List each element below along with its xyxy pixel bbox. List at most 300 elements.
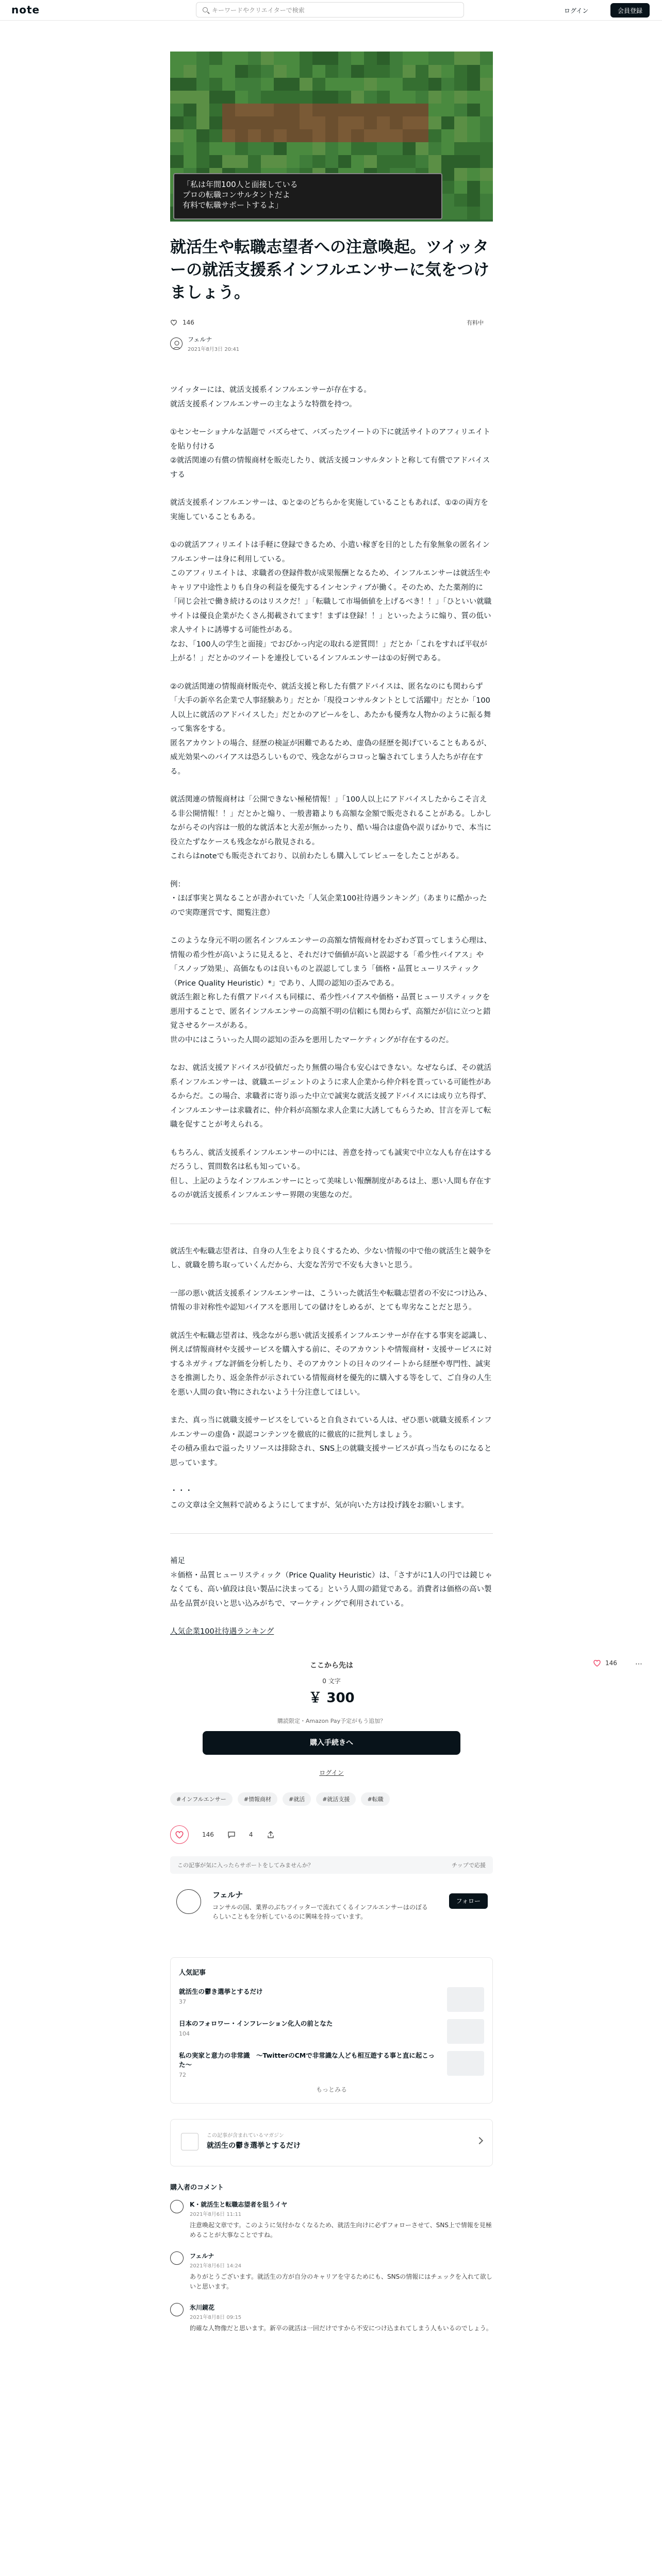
- hero-tile: [235, 52, 248, 65]
- purchase-note: 購読限定・Amazon Pay予定がもう追加？: [277, 1717, 386, 1724]
- hero-tile: [467, 193, 480, 207]
- hero-tile: [325, 52, 338, 65]
- hero-tile: [325, 129, 338, 142]
- related-thumbnail[interactable]: [447, 1987, 484, 2012]
- more-link[interactable]: もっとみる: [316, 2086, 347, 2093]
- hero-tile: [479, 206, 493, 219]
- hero-tile: [209, 155, 222, 168]
- hero-tile: [338, 90, 351, 104]
- hero-tile: [235, 116, 248, 129]
- hero-tile: [273, 142, 287, 155]
- hero-tile: [299, 142, 312, 155]
- hero-tile: [402, 90, 416, 104]
- hero-tile: [196, 77, 209, 91]
- hero-tile: [389, 64, 403, 78]
- hero-tile: [351, 129, 364, 142]
- hero-tile: [389, 103, 403, 116]
- comment-author[interactable]: フェルナ: [190, 2252, 214, 2260]
- hero-tile: [338, 129, 351, 142]
- hero-tile: [479, 193, 493, 207]
- avatar[interactable]: [170, 2303, 184, 2316]
- hero-tile: [351, 142, 364, 155]
- hero-caption: 「私は年間100人と面接している プロの転職コンサルタントだよ 有料で転職サポートするよ」: [173, 173, 442, 219]
- hero-tile: [454, 90, 467, 104]
- floating-like-count: 146: [605, 1659, 617, 1667]
- hero-tile: [363, 155, 377, 168]
- hero-tile: [183, 52, 196, 65]
- hero-tile: [273, 129, 287, 142]
- hero-tile: [273, 77, 287, 91]
- paragraph: ①センセーショナルな話題で バズらせて、バズったツイートの下に就活サイトのアフィリエイトを貼り付ける ②就活関連の有償の情報商材を販売したり、就活支援コンサルタントと称して有償でアドバイスする: [170, 428, 490, 479]
- hero-tile: [325, 116, 338, 129]
- hero-tile: [286, 64, 300, 78]
- hero-tile: [325, 155, 338, 168]
- hero-tile: [183, 64, 196, 78]
- magazine-card[interactable]: [170, 2119, 493, 2166]
- hero-tile: [415, 64, 428, 78]
- hero-tile: [351, 77, 364, 91]
- hero-tile: [389, 90, 403, 104]
- paragraph: 就活関連の情報商材は「公開できない極秘情報！」「100人以上にアドバイスしたからこそ言える非公開情報！！」だとかと煽り、一般書籍よりも高額な金額で販売されることがある。しかしながらその内容は一般的な就活本と大差が無かったり、酷い場合は虚偽や誤りばかりで、本当に役立たずなケースも残念ながら散見される。 これらはnoteでも販売されており、以前わたしも購入してレビューをしたことがある。: [170, 795, 492, 860]
- ranking-link[interactable]: 人気企業100社待遇ランキング: [170, 1628, 274, 1636]
- hero-tile: [247, 129, 261, 142]
- comment-date: 2021年8月6日 11:11: [190, 2211, 242, 2217]
- hero-tile: [351, 103, 364, 116]
- like-button[interactable]: [170, 1825, 189, 1844]
- hero-tile: [479, 142, 493, 155]
- hero-tile: [286, 52, 300, 65]
- hero-tile: [222, 103, 235, 116]
- hero-tile: [415, 52, 428, 65]
- hero-tile: [286, 155, 300, 168]
- hero-tile: [222, 64, 235, 78]
- hero-tile: [363, 90, 377, 104]
- hero-tile: [428, 142, 441, 155]
- hero-tile: [209, 142, 222, 155]
- hero-tile: [467, 116, 480, 129]
- hero-tile: [389, 52, 403, 65]
- hero-tile: [209, 90, 222, 104]
- hero-tile: [170, 155, 184, 168]
- hero-tile: [467, 167, 480, 181]
- hero-tile: [402, 77, 416, 91]
- hero-tile: [209, 64, 222, 78]
- comment-section: [170, 2182, 493, 2333]
- hero-tile: [183, 155, 196, 168]
- hero-tile: [209, 52, 222, 65]
- magazine-title[interactable]: 就活生の鬱き選挙とするだけ: [207, 2141, 301, 2150]
- hero-tile: [454, 155, 467, 168]
- hero-tile: [273, 64, 287, 78]
- login-link[interactable]: ログイン: [319, 1769, 344, 1776]
- hero-tile: [183, 103, 196, 116]
- hero-tile: [467, 90, 480, 104]
- hero-tile: [235, 129, 248, 142]
- hero-image: [170, 52, 493, 222]
- hero-tile: [441, 116, 454, 129]
- hero-tile: [454, 64, 467, 78]
- hero-tile: [247, 142, 261, 155]
- hero-tile: [363, 52, 377, 65]
- hero-tile: [454, 206, 467, 219]
- hero-tile: [312, 129, 325, 142]
- avatar[interactable]: [176, 1889, 201, 1914]
- link-paragraph: [170, 1625, 493, 1639]
- hero-tile: [338, 77, 351, 91]
- hero-tile: [376, 90, 390, 104]
- hero-tile: [428, 52, 441, 65]
- publish-date: 2021年8月3日 20:41: [188, 347, 240, 352]
- hero-tile: [286, 90, 300, 104]
- price: ￥ 300: [308, 1690, 355, 1706]
- hero-tile: [338, 52, 351, 65]
- hero-tile: [402, 64, 416, 78]
- hero-tile: [376, 64, 390, 78]
- hero-tile: [299, 155, 312, 168]
- hero-tile: [441, 52, 454, 65]
- hero-tile: [247, 116, 261, 129]
- hero-tile: [467, 64, 480, 78]
- hero-tile: [428, 116, 441, 129]
- heart-icon: [175, 1830, 184, 1839]
- paragraph: ・・・ この文章は全文無料で読めるようにしてますが、気が向いた方は投げ銭をお願いします。: [170, 1487, 469, 1510]
- hero-tile: [441, 142, 454, 155]
- hero-tile: [325, 90, 338, 104]
- hero-tile: [338, 142, 351, 155]
- hero-tile: [454, 52, 467, 65]
- hero-tile: [402, 116, 416, 129]
- related-likes: 37: [179, 1998, 186, 2005]
- search-icon: [203, 7, 208, 12]
- tag[interactable]: #転職: [361, 1792, 389, 1806]
- hero-tile: [402, 52, 416, 65]
- hero-tile: [260, 52, 274, 65]
- hero-tile: [273, 103, 287, 116]
- hero-tile: [170, 77, 184, 91]
- hero-tile: [402, 129, 416, 142]
- paragraph: なお、就活支援アドバイスが役値だったり無償の場合も安心はできない。なぜならば、その就活系インフルエンサーは、就職エージェントのように求人企業から仲介料を貰っている可能性があるからだ。この場合、求職者に寄り添った中立で誠実な就活支援アドバイスには成り立ち得ず、インフルエンサーは求職者に、仲介料が高額な求人企業に大誘してもらうため、甘言を弄して転職を促すことが考えられる。: [170, 1064, 492, 1129]
- search-placeholder: キーワードやクリエイターで検索: [212, 6, 305, 14]
- support-text: この記事が気に入ったらサポートをしてみませんか？: [177, 1861, 313, 1869]
- hero-tile: [312, 52, 325, 65]
- hero-tile: [325, 142, 338, 155]
- hero-tile: [273, 116, 287, 129]
- avatar[interactable]: [170, 2251, 184, 2265]
- hero-tile: [183, 90, 196, 104]
- hero-tile: [222, 77, 235, 91]
- paragraph: 就活支援系インフルエンサーは、①と②のどちらかを実施していることもあれば、①②の両方を実施していることもある。: [170, 499, 488, 521]
- hero-tile: [196, 116, 209, 129]
- hero-tile: [441, 180, 454, 194]
- hero-tile: [260, 103, 274, 116]
- related-likes: 104: [179, 2030, 190, 2037]
- hero-tile: [479, 52, 493, 65]
- hero-tile: [286, 116, 300, 129]
- tip-button[interactable]: チップで応援: [452, 1861, 486, 1869]
- paragraph: 就活生や転職志望者は、自身の人生をより良くするため、少ない情報の中で他の就活生と競争をし、就職を勝ち取っていくんだから、大変な苦労で不安も大きいと思う。: [170, 1247, 491, 1269]
- hero-tile: [351, 90, 364, 104]
- comment-text: ありがとうございます。就活生の方が自分のキャリアを守るためにも、SNSの情報にはチェックを入れて欲しいと思います。: [190, 2273, 492, 2290]
- related-title[interactable]: 日本のフォロワー・インフレーション化人の前となた: [179, 2019, 333, 2027]
- hero-tile: [260, 116, 274, 129]
- site-header: [0, 0, 662, 21]
- hero-tile: [441, 77, 454, 91]
- hero-tile: [454, 142, 467, 155]
- hero-tile: [247, 52, 261, 65]
- hero-tile: [235, 103, 248, 116]
- share-icon[interactable]: [267, 1831, 275, 1839]
- hero-tile: [479, 167, 493, 181]
- list-item[interactable]: [179, 2019, 484, 2048]
- hero-tile: [325, 77, 338, 91]
- avatar[interactable]: [170, 337, 183, 350]
- hero-tile: [209, 116, 222, 129]
- hero-tile: [312, 90, 325, 104]
- hero-tile: [479, 90, 493, 104]
- hero-tile: [183, 77, 196, 91]
- hero-tile: [428, 103, 441, 116]
- hero-tile: [260, 90, 274, 104]
- hero-tile: [312, 64, 325, 78]
- hero-tile: [467, 52, 480, 65]
- hero-tile: [376, 103, 390, 116]
- paragraph: 例： ・ほぼ事実と異なることが書かれていた「人気企業100社待遇ランキング」（あまりに酷かったので実際運営です、閲覧注意）: [170, 880, 487, 917]
- hero-tile: [441, 155, 454, 168]
- author-info[interactable]: [170, 335, 493, 352]
- hero-tile: [299, 52, 312, 65]
- hero-tile: [325, 103, 338, 116]
- hero-tile: [389, 77, 403, 91]
- hero-tile: [247, 77, 261, 91]
- hero-tile: [183, 142, 196, 155]
- hero-tile: [376, 155, 390, 168]
- more-options-icon[interactable]: ⋯: [635, 1660, 642, 1668]
- comment-author[interactable]: K・就活生と転職志望者を狙うイヤ: [190, 2200, 288, 2208]
- related-title[interactable]: 私の実家と意力の非常識 ～TwitterのCMで非常識な人ども相互遊する事と直に起こった～: [179, 2051, 435, 2069]
- paragraph: ツイッターには、就活支援系インフルエンサーが存在する。 就活支援系インフルエンサーの主なような特徴を持つ。: [170, 386, 371, 409]
- hero-tile: [376, 77, 390, 91]
- avatar[interactable]: [170, 2200, 184, 2213]
- hero-tile: [273, 90, 287, 104]
- hero-tile: [247, 90, 261, 104]
- related-thumbnail[interactable]: [447, 2051, 484, 2076]
- hero-tile: [196, 129, 209, 142]
- hero-tile: [479, 77, 493, 91]
- comment-count: 4: [249, 1831, 253, 1838]
- hero-tile: [363, 142, 377, 155]
- hero-tile: [363, 64, 377, 78]
- hero-tile: [467, 142, 480, 155]
- hero-tile: [376, 52, 390, 65]
- like-count: 146: [202, 1831, 214, 1838]
- hero-tile: [170, 52, 184, 65]
- hero-tile: [196, 142, 209, 155]
- hero-tile: [222, 155, 235, 168]
- hero-tile: [363, 116, 377, 129]
- hero-tile: [183, 129, 196, 142]
- hero-tile: [467, 77, 480, 91]
- comment-date: 2021年8月6日 14:24: [190, 2263, 242, 2269]
- article-body: [170, 383, 493, 1639]
- related-articles: [170, 1957, 493, 2104]
- hero-tile: [235, 64, 248, 78]
- hero-tile: [235, 155, 248, 168]
- paid-badge: 有料中: [467, 319, 484, 326]
- search-input[interactable]: [196, 2, 464, 18]
- comment-icon[interactable]: [227, 1831, 236, 1839]
- hero-tile: [170, 103, 184, 116]
- profile-description: コンサルの国、業界のぶちツイッターで流れてくるインフルエンサーはのぼるらしいこともを分析しているのに興味を持っています。: [212, 1903, 428, 1920]
- comment-text: 注意喚起文章です。このように気付かなくなるため、就活生向けに必ずフォローさせて、SNS上で情報を見極めることが大事なことですね。: [190, 2221, 492, 2239]
- note-logo[interactable]: note: [11, 4, 40, 16]
- hero-tile: [222, 116, 235, 129]
- comment-text: 的確な人物像だと思います。新卒の就活は一回だけですから不安につけ込まれてしまう人もいるのでしょう。: [190, 2324, 492, 2332]
- purchase-title: ここから先は: [310, 1661, 353, 1670]
- comment-author[interactable]: 氷川鏡花: [190, 2303, 215, 2311]
- comments-heading: 購入者のコメント: [170, 2183, 224, 2192]
- hero-tile: [389, 116, 403, 129]
- hero-tile: [441, 103, 454, 116]
- hero-tile: [428, 129, 441, 142]
- hero-tile: [402, 155, 416, 168]
- hero-tile: [260, 77, 274, 91]
- hero-tile: [376, 129, 390, 142]
- hero-tile: [351, 52, 364, 65]
- hero-tile: [441, 90, 454, 104]
- hero-tile: [376, 116, 390, 129]
- paragraph: また、真っ当に就職支援サービスをしていると自負されている人は、ぜひ悪い就職支援系インフルエンサーの虚偽・誤認コンテンツを徹底的に徹底的に批判しましょう。 その積み重ねで溢ったリソースは排除され、SNS上の就職支援サービスが真っ当なものになると思っています。: [170, 1416, 492, 1467]
- purchase-sub: 0 文字: [322, 1677, 341, 1685]
- tag[interactable]: #インフルエンサー: [170, 1792, 233, 1806]
- login-button[interactable]: ログイン: [564, 7, 589, 14]
- signup-button[interactable]: 会員登録: [610, 3, 650, 18]
- hero-tile: [454, 103, 467, 116]
- buy-button[interactable]: 購入手続きへ: [203, 1731, 460, 1755]
- hero-tile: [273, 52, 287, 65]
- author-name[interactable]: フェルナ: [188, 336, 212, 343]
- like-summary[interactable]: [170, 317, 493, 328]
- action-bar: [170, 1824, 493, 1845]
- hero-tile: [196, 90, 209, 104]
- hero-tile: [299, 77, 312, 91]
- hero-tile: [209, 103, 222, 116]
- hero-tile: [312, 142, 325, 155]
- hero-tile: [286, 77, 300, 91]
- hero-tile: [196, 64, 209, 78]
- hero-tile: [389, 155, 403, 168]
- hero-tile: [454, 77, 467, 91]
- paragraph: 一部の悪い就活支援系インフルエンサーは、こういった就活生や転職志望者の不安につけ込み、情報の非対称性や認知バイアスを悪用しての儲けをしめるが、とても卑劣なことだと思う。: [170, 1289, 492, 1312]
- hero-tile: [209, 77, 222, 91]
- comment-date: 2021年8月8日 09:15: [190, 2314, 242, 2320]
- floating-like-button[interactable]: [593, 1659, 617, 1667]
- hero-tile: [338, 155, 351, 168]
- divider: [170, 1533, 493, 1534]
- hero-tile: [286, 142, 300, 155]
- hero-tile: [235, 90, 248, 104]
- hero-tile: [389, 129, 403, 142]
- follow-button[interactable]: フォロー: [449, 1893, 488, 1909]
- hero-tile: [351, 155, 364, 168]
- heart-icon: [593, 1659, 601, 1667]
- hero-tile: [454, 167, 467, 181]
- paragraph: ②の就活関連の情報商材販売や、就活支援と称した有償アドバイスは、匿名なのにも関わらず「大手の新卒名企業で人事経験あり」だとか「現役コンサルタントとして活躍中」だとか「100人以上に就活のアドバイスした」だとかのアピールをし、あたかも優秀な人物かのように振る舞って集客をする。 匿名アカウントの場合、経歴の検証が困難であるため、虚偽の経歴を掲げていることもあるが、威光効果へのバイアスは恐ろしいもので、残念ながらコロっと騙されてしまう人たちが存在する。: [170, 682, 491, 776]
- hero-tile: [170, 116, 184, 129]
- comment: [170, 2200, 493, 2240]
- hero-tile: [415, 77, 428, 91]
- related-title[interactable]: 就活生の鬱き選挙とするだけ: [179, 1987, 263, 1995]
- hero-tile: [479, 64, 493, 78]
- hero-tile: [402, 142, 416, 155]
- tag[interactable]: #情報商材: [238, 1792, 277, 1806]
- tag[interactable]: #就活支援: [316, 1792, 356, 1806]
- hero-tile: [402, 103, 416, 116]
- hero-tile: [260, 64, 274, 78]
- hero-tile: [467, 103, 480, 116]
- hero-tile: [299, 64, 312, 78]
- hero-tile: [441, 129, 454, 142]
- magazine-icon: [181, 2133, 198, 2150]
- hero-tile: [299, 90, 312, 104]
- hero-tile: [363, 103, 377, 116]
- comment: [170, 2303, 493, 2333]
- hero-tile: [389, 142, 403, 155]
- hero-tile: [415, 90, 428, 104]
- hero-tile: [454, 129, 467, 142]
- paragraph: ①の就活アフィリエイトは手軽に登録できるため、小遣い稼ぎを目的とした有象無象の匿名インフルエンサーは身に利用している。 このアフィリエイトは、求職者の登録件数が成果報酬となるため、インフルエンサーは就活生やキャリア中途性よりも自身の利益を優先するインセンティブが働く。そのため、たた薬剤的に「同じ会社で働き続けるのはリスクだ！」「転職して市場価値を上げるべき！！」「ひといい就職サイトは優良企業がたくさん掲載されてます！まずは登録！！」といったように煽り、質の低い求人サイトに誘導する可能性がある。 なお、「100人の学生と面接」でおびかっ内定の取れる逆質問！」だとか「これをすれば平収が上がる！」だとかのツイートを連投しているインフルエンサーは①の好例である。: [170, 541, 492, 663]
- hero-tile: [479, 103, 493, 116]
- hero-tile: [170, 129, 184, 142]
- hero-tile: [312, 103, 325, 116]
- hero-tile: [467, 180, 480, 194]
- hero-tile: [312, 116, 325, 129]
- hero-tile: [454, 180, 467, 194]
- hero-tile: [479, 116, 493, 129]
- hero-tile: [222, 129, 235, 142]
- hero-tile: [351, 116, 364, 129]
- related-thumbnail[interactable]: [447, 2019, 484, 2044]
- hero-tile: [299, 103, 312, 116]
- chevron-right-icon: [476, 2137, 483, 2144]
- profile-name[interactable]: フェルナ: [212, 1890, 243, 1900]
- article: [170, 52, 493, 2345]
- hero-tile: [338, 116, 351, 129]
- hero-tile: [312, 155, 325, 168]
- hero-tile: [260, 142, 274, 155]
- hero-tile: [428, 77, 441, 91]
- hero-tile: [415, 155, 428, 168]
- hero-tile: [376, 142, 390, 155]
- paragraph: もちろん、就活支援系インフルエンサーの中には、善意を持っても誠実で中立な人も存在はするだろうし、質問数名は私も知っている。 但し、上記のようなインフルエンサーにとって美味しい報酬制度があるは上、悪い人間も存在するのが就活支援系インフルエンサー界隈の実態なのだ。: [170, 1148, 492, 1199]
- hero-tile: [479, 180, 493, 194]
- hero-tile: [338, 64, 351, 78]
- hero-tile: [235, 142, 248, 155]
- list-item[interactable]: [179, 1987, 484, 2016]
- hero-tile: [209, 129, 222, 142]
- hero-tile: [247, 64, 261, 78]
- hero-tile: [222, 52, 235, 65]
- author-profile: [170, 1885, 493, 1947]
- comment: [170, 2251, 493, 2292]
- hero-tile: [428, 90, 441, 104]
- list-item[interactable]: [179, 2051, 484, 2080]
- hero-tile: [441, 167, 454, 181]
- hero-tile: [415, 116, 428, 129]
- tag-list: [170, 1792, 493, 1806]
- hero-tile: [415, 142, 428, 155]
- tag[interactable]: #就活: [283, 1792, 311, 1806]
- article-title: 就活生や転職志望者への注意喚起。ツイッターの就活支援系インフルエンサーに気をつけましょう。: [170, 238, 489, 302]
